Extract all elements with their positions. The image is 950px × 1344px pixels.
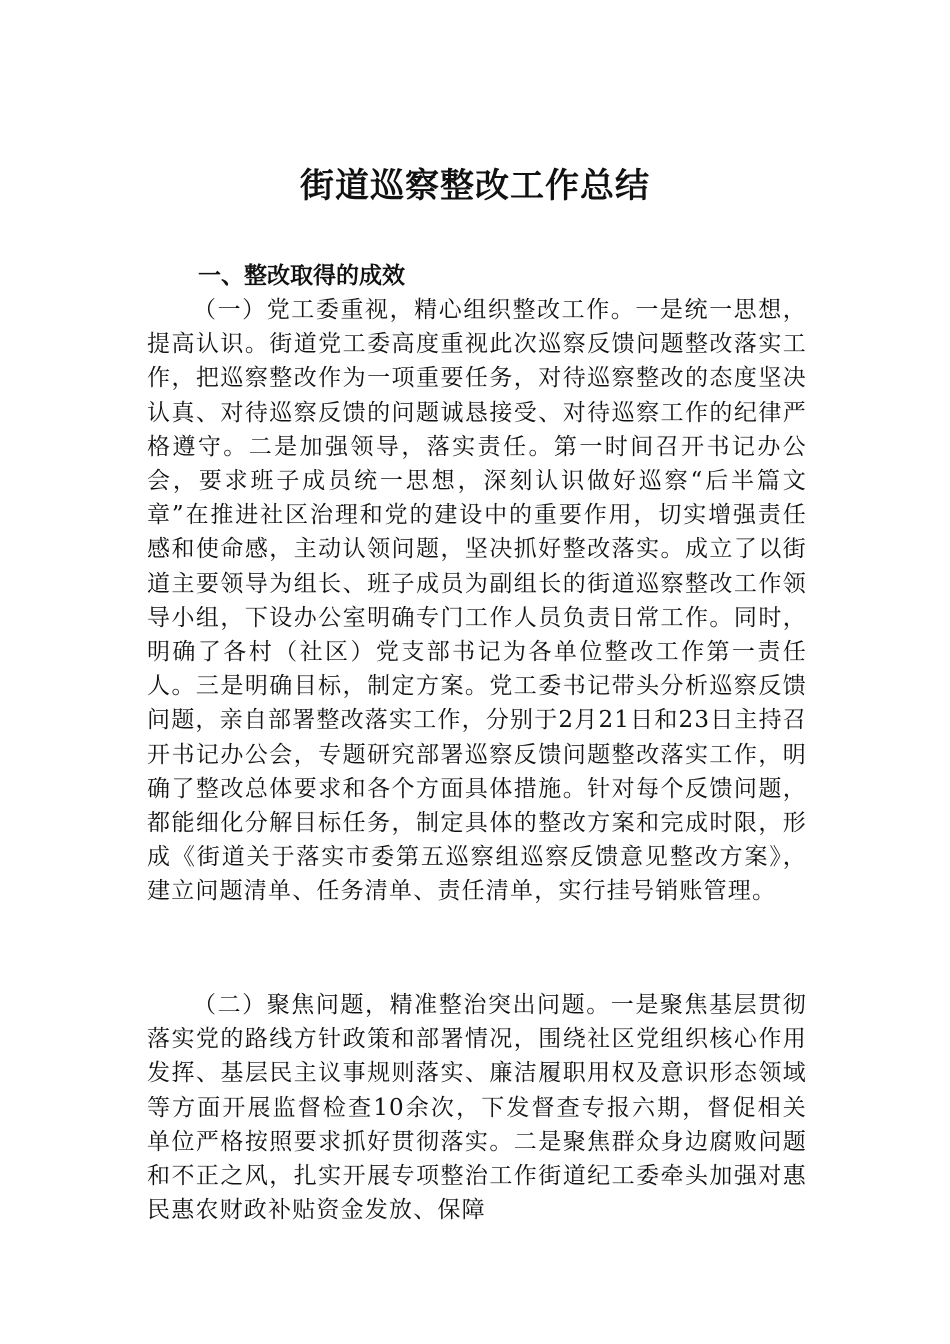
section-heading: 一、整改取得的成效 <box>198 263 405 289</box>
body-paragraph-2: （二）聚焦问题，精准整治突出问题。一是聚焦基层贯彻落实党的路线方针政策和部署情况，围绕社区党组织核心作用发挥、基层民主议事规则落实、廉洁履职用权及意识形态领域等方面开展监督检查10余次，下发督查专报六期，督促相关单位严格按照要求抓好贯彻落实。二是聚焦群众身边腐败问题和不正之风，扎实开展专项整治工作街道纪工委牵头加强对惠民惠农财政补贴资金发放、保障 <box>147 992 807 1224</box>
document-title: 街道巡察整改工作总结 <box>300 166 650 206</box>
body-paragraph-1: （一）党工委重视，精心组织整改工作。一是统一思想，提高认识。街道党工委高度重视此次巡察反馈问题整改落实工作，把巡察整改作为一项重要任务，对待巡察整改的态度坚决认真、对待巡察反馈的问题诚恳接受、对待巡察工作的纪律严格遵守。二是加强领导，落实责任。第一时间召开书记办公会，要求班子成员统一思想，深刻认识做好巡察“后半篇文章”在推进社区治理和党的建设中的重要作用，切实增强责任感和使命感，主动认领问题，坚决抓好整改落实。成立了以街道主要领导为组长、班子成员为副组长的街道巡察整改工作领导小组，下设办公室明确专门工作人员负责日常工作。同时，明确了各村（社区）党支部书记为各单位整改工作第一责任人。三是明确目标，制定方案。党工委书记带头分析巡察反馈问题，亲自部署整改落实工作，分别于2月21日和23日主持召开书记办公会，专题研究部署巡察反馈问题整改落实工作，明确了整改总体要求和各个方面具体措施。针对每个反馈问题，都能细化分解目标任务，制定具体的整改方案和完成时限，形成《街道关于落实市委第五巡察组巡察反馈意见整改方案》，建立问题清单、任务清单、责任清单，实行挂号销账管理。 <box>147 297 807 905</box>
